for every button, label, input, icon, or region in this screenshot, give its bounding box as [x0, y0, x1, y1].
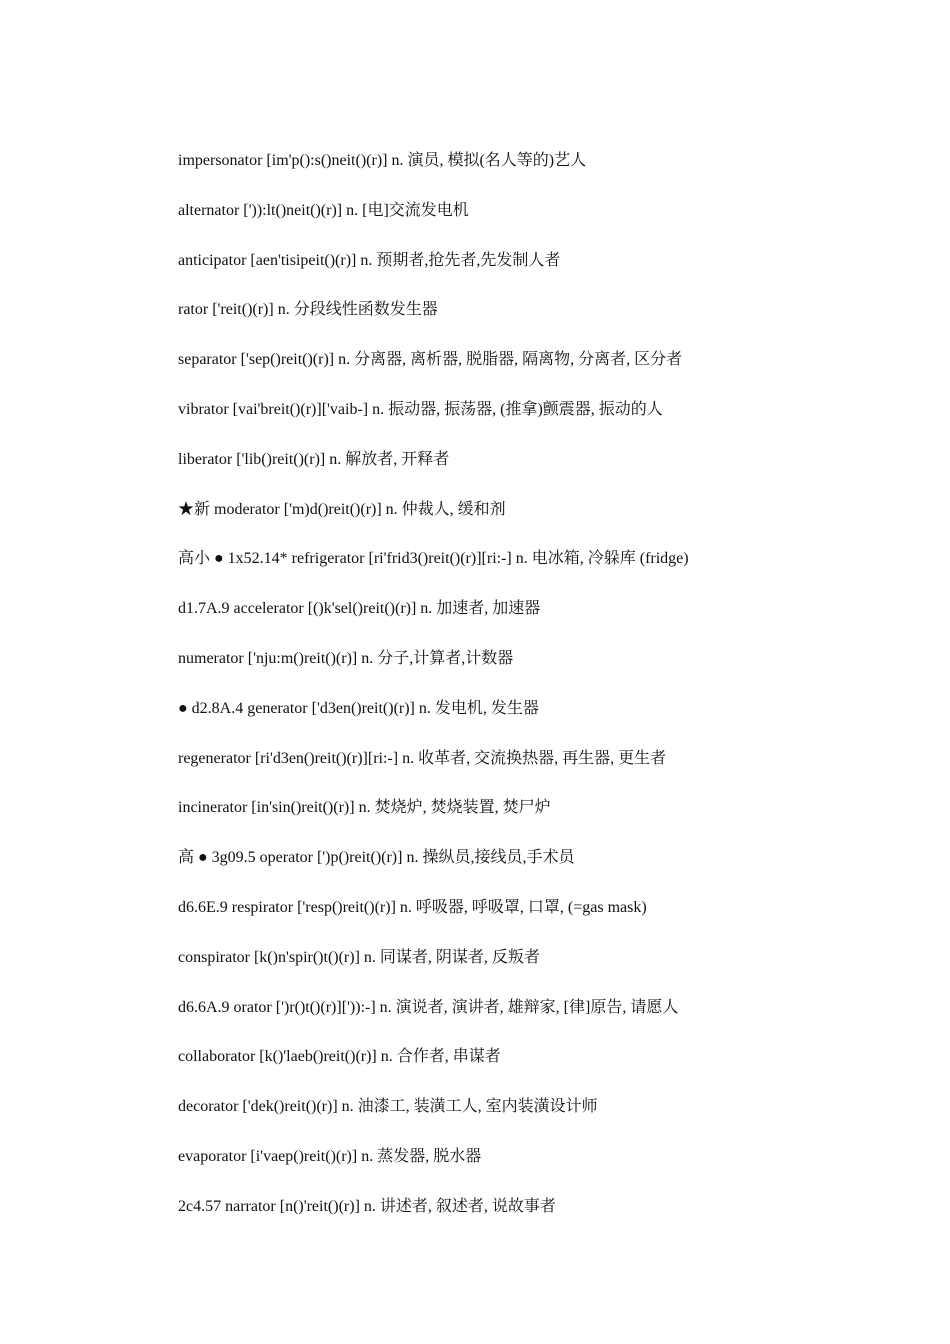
vocabulary-entry: vibrator [vai'breit()(r)]['vaib-] n. 振动器, 振荡器, (推拿)颤震器, 振动的人	[178, 400, 663, 418]
vocabulary-entry: collaborator [k()'laeb()reit()(r)] n. 合作者, 串谋者	[178, 1048, 501, 1066]
vocabulary-entry: numerator ['nju:m()reit()(r)] n. 分子,计算者,计数器	[178, 649, 514, 667]
vocabulary-entry: separator ['sep()reit()(r)] n. 分离器, 离析器, 脱脂器, 隔离物, 分离者, 区分者	[178, 351, 683, 369]
vocabulary-entry: 高小 ● 1x52.14* refrigerator [ri'frid3()reit()(r)][ri:-] n. 电冰箱, 冷躲库 (fridge)	[178, 550, 689, 568]
vocabulary-entry: anticipator [aen'tisipeit()(r)] n. 预期者,抢先者,先发制人者	[178, 251, 561, 269]
vocabulary-entry: 2c4.57 narrator [n()'reit()(r)] n. 讲述者, 叙述者, 说故事者	[178, 1197, 556, 1215]
vocabulary-entry: impersonator [im'p():s()neit()(r)] n. 演员, 模拟(名人等的)艺人	[178, 152, 587, 169]
vocabulary-entry: regenerator [ri'd3en()reit()(r)][ri:-] n. 收革者, 交流换热器, 再生器, 更生者	[178, 749, 667, 767]
vocabulary-entry: ★新 moderator ['m)d()reit()(r)] n. 仲裁人, 缓和剂	[178, 500, 506, 518]
vocabulary-entry: rator ['reit()(r)] n. 分段线性函数发生器	[178, 301, 438, 319]
vocabulary-entry: liberator ['lib()reit()(r)] n. 解放者, 开释者	[178, 450, 450, 468]
vocabulary-entry: d6.6A.9 orator [')r()t()(r)][')):-] n. 演说者, 演讲者, 雄辩家, [律]原告, 请愿人	[178, 998, 679, 1016]
vocabulary-entry: d1.7A.9 accelerator [()k'sel()reit()(r)] n. 加速者, 加速器	[178, 600, 541, 618]
vocabulary-entry: evaporator [i'vaep()reit()(r)] n. 蒸发器, 脱水器	[178, 1147, 482, 1165]
vocabulary-entry: incinerator [in'sin()reit()(r)] n. 焚烧炉, 焚烧装置, 焚尸炉	[178, 799, 551, 817]
vocabulary-list	[178, 148, 918, 1244]
vocabulary-entry: 高 ● 3g09.5 operator [')p()reit()(r)] n. 操纵员,接线员,手术员	[178, 849, 575, 867]
vocabulary-entry: d6.6E.9 respirator ['resp()reit()(r)] n. 呼吸器, 呼吸罩, 口罩, (=gas mask)	[178, 898, 647, 916]
vocabulary-entry: decorator ['dek()reit()(r)] n. 油漆工, 装潢工人, 室内装潢设计师	[178, 1098, 598, 1116]
vocabulary-entry: ● d2.8A.4 generator ['d3en()reit()(r)] n. 发电机, 发生器	[178, 699, 539, 717]
vocabulary-entry: alternator [')):lt()neit()(r)] n. [电]交流发电机	[178, 201, 469, 219]
vocabulary-entry: conspirator [k()n'spir()t()(r)] n. 同谋者, 阴谋者, 反叛者	[178, 948, 540, 966]
